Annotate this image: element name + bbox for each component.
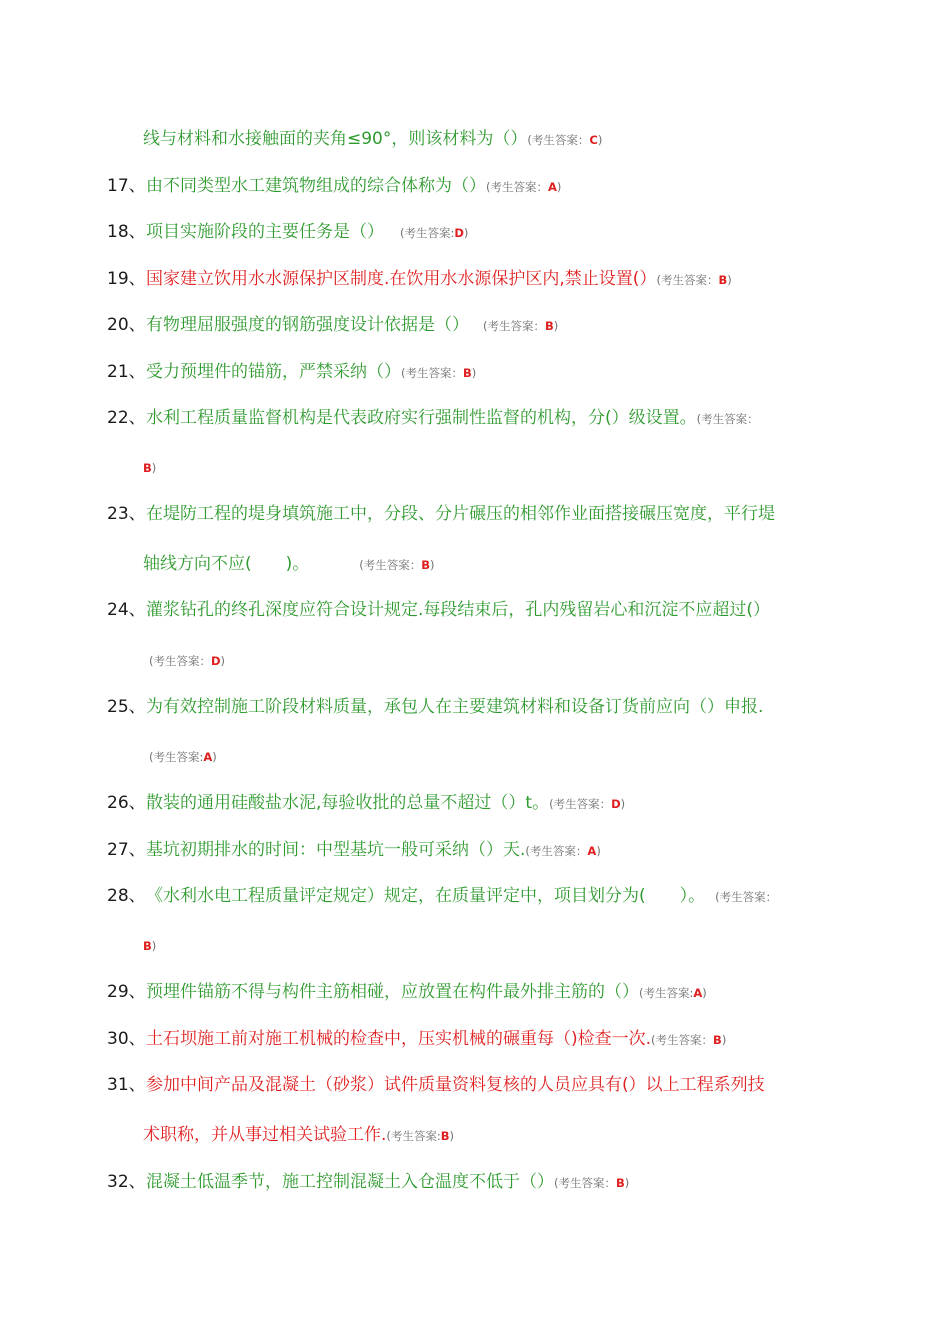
question-25 — [107, 697, 763, 717]
answer-note: (考生答案：B) — [554, 1176, 630, 1190]
question-29 — [107, 982, 707, 1003]
answer-note: (考生答案:A) — [639, 986, 707, 1000]
question-number: 26、 — [107, 793, 146, 813]
answer-letter: B — [440, 1129, 450, 1143]
question-22-answer — [143, 457, 156, 478]
answer-letter: B — [463, 366, 472, 380]
question-number: 22、 — [107, 408, 146, 428]
answer-note: (考生答案：B) — [401, 366, 477, 380]
answer-letter: A — [203, 750, 213, 764]
question-text: 土石坝施工前对施工机械的检查中，压实机械的碾重每（)检查一次. — [146, 1029, 652, 1049]
answer-letter: C — [589, 133, 598, 147]
question-number: 30、 — [107, 1029, 146, 1049]
answer-note: (考生答案：C) — [527, 133, 603, 147]
question-number: 20、 — [107, 315, 146, 335]
question-number: 27、 — [107, 840, 146, 860]
question-28-answer — [143, 935, 156, 956]
question-23 — [107, 504, 775, 524]
question-number: 21、 — [107, 362, 146, 382]
question-text: 有物理屈服强度的钢筋强度设计依据是（） — [146, 315, 469, 335]
question-19 — [107, 269, 732, 290]
question-text: 受力预埋件的锚筋，严禁采纳（） — [146, 362, 401, 382]
answer-note: B) — [143, 939, 157, 953]
question-text: 在堤防工程的堤身填筑施工中，分段、分片碾压的相邻作业面搭接碾压宽度，平行堤 — [146, 504, 775, 524]
question-31 — [107, 1075, 765, 1095]
question-number: 19、 — [107, 269, 146, 289]
question-25-answer — [149, 746, 217, 767]
question-18 — [107, 222, 468, 243]
answer-note: (考生答案：D) — [549, 797, 626, 811]
answer-letter: A — [693, 986, 703, 1000]
question-text: 《水利水电工程质量评定规定）规定，在质量评定中，项目划分为( ）。 — [146, 886, 706, 906]
question-number: 18、 — [107, 222, 146, 242]
question-text: 术职称，并从事过相关试验工作. — [143, 1125, 387, 1145]
question-24 — [107, 600, 770, 620]
answer-note: (考生答案： — [696, 412, 759, 426]
question-text: 混凝土低温季节，施工控制混凝土入仓温度不低于（） — [146, 1172, 554, 1192]
question-number: 24、 — [107, 600, 146, 620]
question-number: 29、 — [107, 982, 146, 1002]
question-text: 水利工程质量监督机构是代表政府实行强制性监督的机构，分(）级设置。 — [146, 408, 697, 428]
question-26 — [107, 793, 625, 814]
question-text: 项目实施阶段的主要任务是（） — [146, 222, 384, 242]
answer-note: (考生答案：B) — [483, 319, 559, 333]
answer-note: (考生答案：B) — [359, 558, 435, 572]
answer-letter: B — [421, 558, 431, 572]
question-number: 28、 — [107, 886, 146, 906]
question-28 — [107, 886, 777, 907]
answer-letter: D — [611, 797, 621, 811]
question-17 — [107, 176, 561, 197]
question-text: 线与材料和水接触面的夹角≤90°，则该材料为（） — [143, 129, 528, 149]
answer-letter: B — [545, 319, 554, 333]
question-number: 32、 — [107, 1172, 146, 1192]
question-text: 轴线方向不应( )。 — [143, 554, 310, 574]
answer-note: (考生答案： — [715, 890, 778, 904]
question-31-continuation — [143, 1125, 454, 1146]
answer-letter: D — [211, 654, 221, 668]
question-text: 参加中间产品及混凝土（砂浆）试件质量资料复核的人员应具有(）以上工程系列技 — [146, 1075, 765, 1095]
answer-letter: B — [143, 939, 152, 953]
question-21 — [107, 362, 476, 383]
answer-note: (考生答案：D) — [149, 654, 226, 668]
question-number: 25、 — [107, 697, 146, 717]
question-22 — [107, 408, 759, 429]
question-text: 灌浆钻孔的终孔深度应符合设计规定.每段结束后，孔内残留岩心和沉淀不应超过(） — [146, 600, 771, 620]
question-20 — [107, 315, 558, 336]
answer-note: (考生答案：B) — [656, 273, 732, 287]
answer-note: (考生答案：B) — [651, 1033, 727, 1047]
answer-note: (考生答案：A) — [486, 180, 562, 194]
answer-note: (考生答案：A) — [525, 844, 601, 858]
answer-letter: A — [548, 180, 557, 194]
question-30 — [107, 1029, 726, 1050]
question-text: 散装的通用硅酸盐水泥,每验收批的总量不超过（）t。 — [146, 793, 550, 813]
answer-letter: B — [718, 273, 728, 287]
answer-note: B) — [143, 461, 157, 475]
answer-letter: A — [587, 844, 597, 858]
question-number: 17、 — [107, 176, 146, 196]
question-16-continuation — [143, 129, 602, 150]
answer-letter: B — [143, 461, 152, 475]
question-number: 31、 — [107, 1075, 146, 1095]
answer-note: (考生答案:B) — [386, 1129, 455, 1143]
answer-note: (考生答案:A) — [149, 750, 217, 764]
question-32 — [107, 1172, 629, 1193]
answer-note: (考生答案:D) — [400, 226, 469, 240]
answer-letter: B — [713, 1033, 722, 1047]
question-number: 23、 — [107, 504, 146, 524]
question-23-continuation — [143, 554, 435, 575]
question-text: 预埋件锚筋不得与构件主筋相碰，应放置在构件最外排主筋的（） — [146, 982, 639, 1002]
question-text: 为有效控制施工阶段材料质量，承包人在主要建筑材料和设备订货前应向（）申报. — [146, 697, 764, 717]
question-text: 基坑初期排水的时间：中型基坑一般可采纳（）天. — [146, 840, 526, 860]
answer-letter: D — [454, 226, 464, 240]
question-27 — [107, 840, 601, 861]
answer-letter: B — [616, 1176, 625, 1190]
question-text: 由不同类型水工建筑物组成的综合体称为（） — [146, 176, 486, 196]
question-24-answer — [149, 650, 225, 671]
question-text: 国家建立饮用水水源保护区制度.在饮用水水源保护区内,禁止设置(） — [146, 269, 657, 289]
